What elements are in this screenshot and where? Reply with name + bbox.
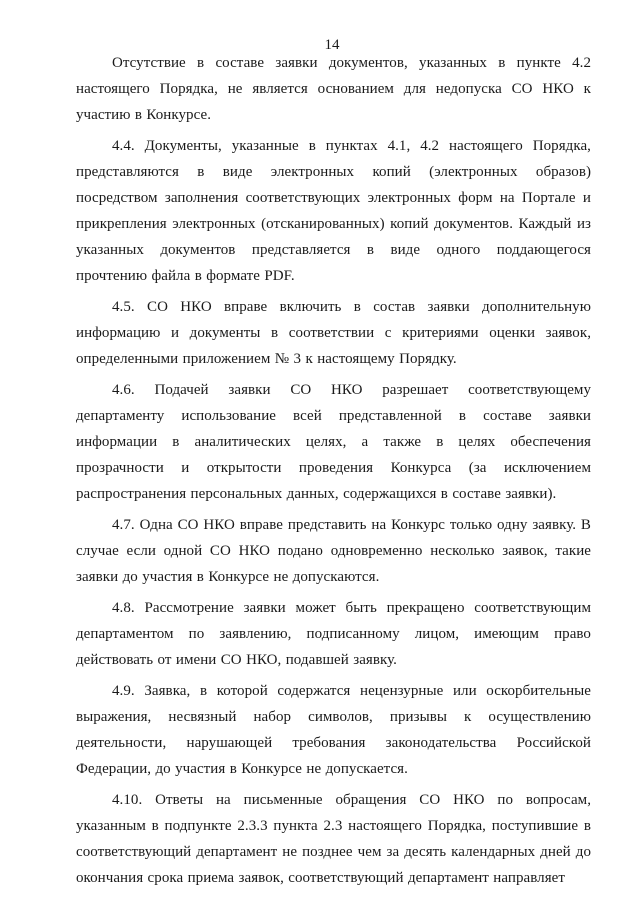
paragraph-4-6: 4.6. Подачей заявки СО НКО разрешает соответствующему департаменту использование всей представленной в составе заявки информации в аналитических целях, а также в целях обеспечения прозрачности и открытости проведения Конкурса (за исключением распространения персональных данных, содержащихся в составе заявки). bbox=[76, 382, 591, 502]
paragraph-4-8: 4.8. Рассмотрение заявки может быть прекращено соответствующим департаментом по заявлению, подписанному лицом, имеющим право действовать от имени СО НКО, подавшей заявку. bbox=[76, 600, 591, 668]
paragraph-4-10: 4.10. Ответы на письменные обращения СО НКО по вопросам, указанным в подпункте 2.3.3 пункта 2.3 настоящего Порядка, поступившие в соответствующий департамент не позднее чем за десять календарных дней до окончания срока приема заявок, соответствующий департамент направляет bbox=[76, 792, 591, 886]
paragraph-4-5: 4.5. СО НКО вправе включить в состав заявки дополнительную информацию и документы в соответствии с критериями оценки заявок, определенными приложением № 3 к настоящему Порядку. bbox=[76, 299, 591, 367]
page-number: 14 bbox=[324, 37, 340, 53]
paragraph-4-7: 4.7. Одна СО НКО вправе представить на Конкурс только одну заявку. В случае если одной СО НКО подано одновременно несколько заявок, такие заявки до участия в Конкурсе не допускаются. bbox=[76, 517, 591, 585]
document-body bbox=[76, 50, 591, 896]
paragraph-4-9: 4.9. Заявка, в которой содержатся нецензурные или оскорбительные выражения, несвязный набор символов, призывы к осуществлению деятельности, нарушающей требования законодательства Российской Федерации, до участия в Конкурсе не допускается. bbox=[76, 683, 591, 777]
paragraph-continuation: Отсутствие в составе заявки документов, указанных в пункте 4.2 настоящего Порядка, не является основанием для недопуска СО НКО к участию в Конкурсе. bbox=[76, 55, 591, 123]
paragraph-4-4: 4.4. Документы, указанные в пунктах 4.1, 4.2 настоящего Порядка, представляются в виде электронных копий (электронных образов) посредством заполнения соответствующих электронных форм на Портале и прикрепления электронных (отсканированных) копий документов. Каждый из указанных документов представляется в виде одного поддающегося прочтению файла в формате PDF. bbox=[76, 138, 591, 284]
